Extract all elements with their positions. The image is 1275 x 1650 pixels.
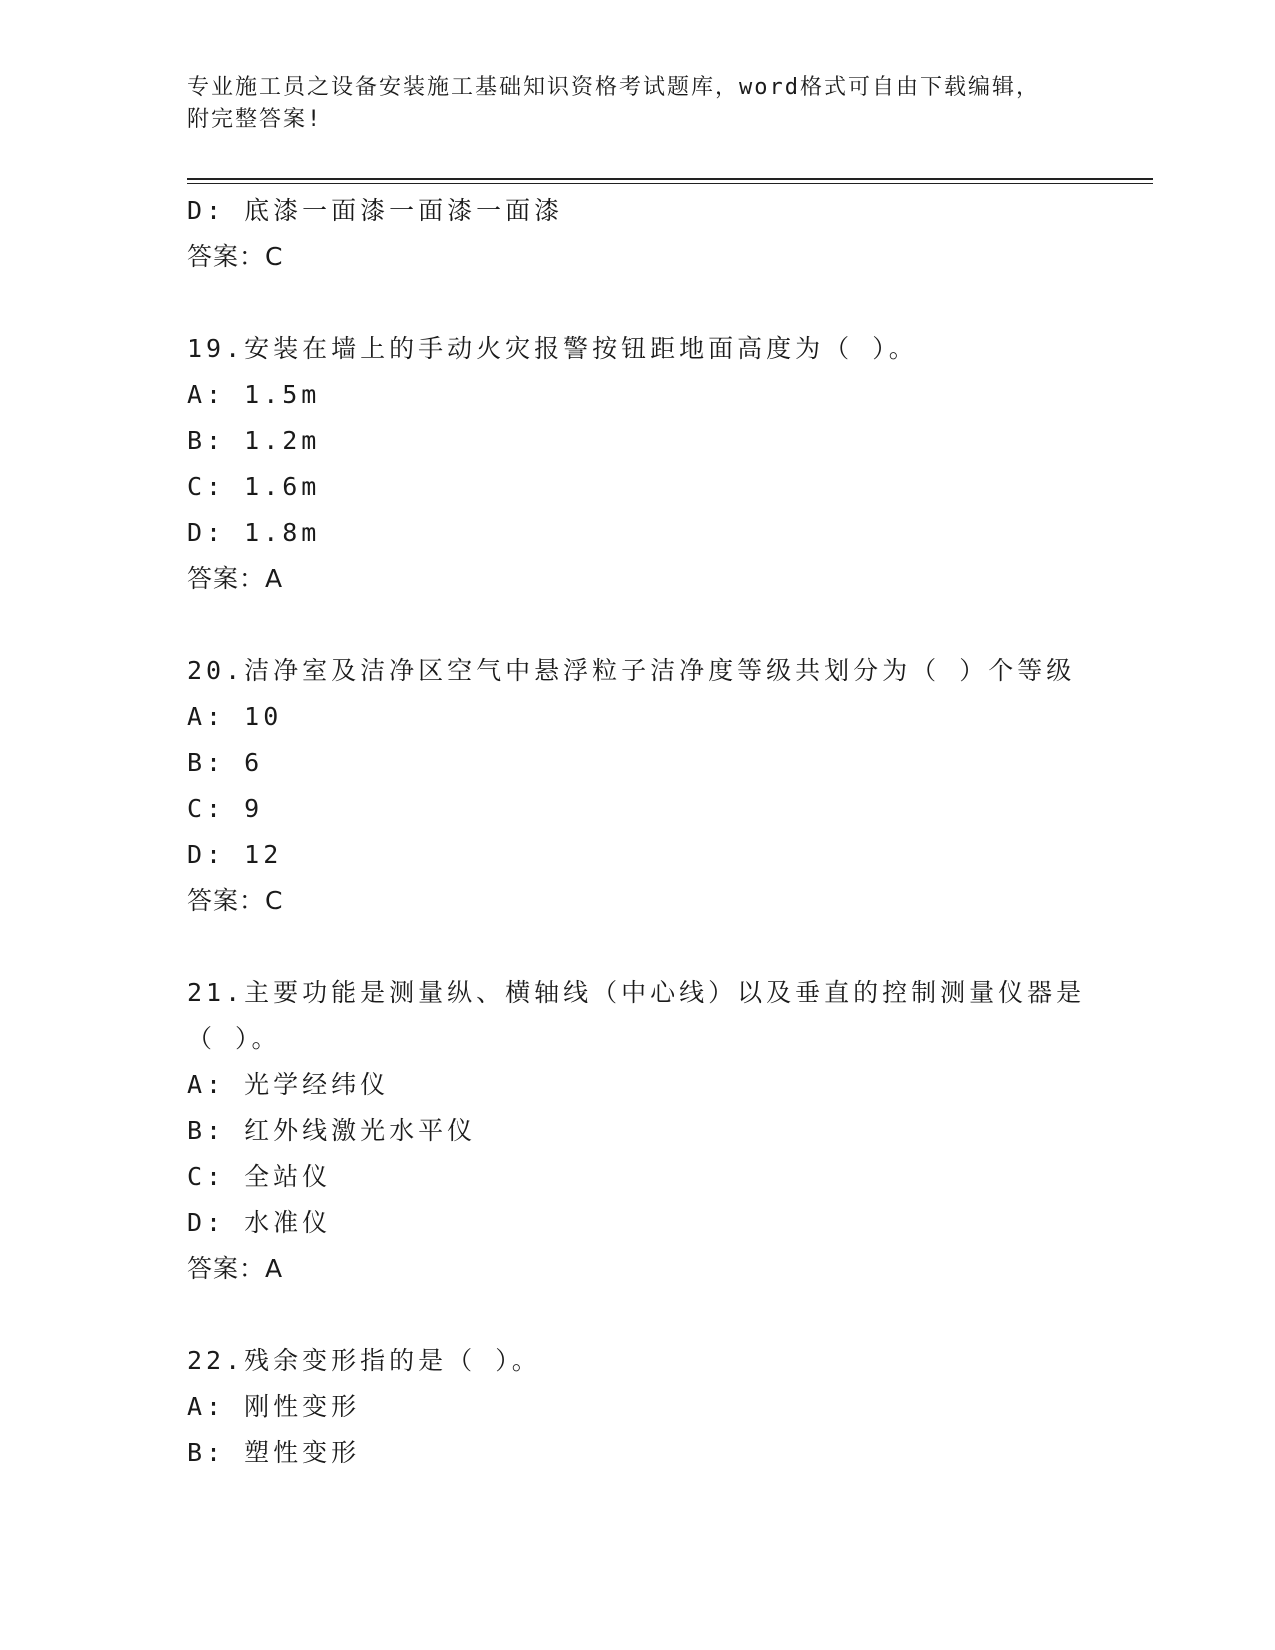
question-stem: 19.安装在墙上的手动火灾报警按钮距地面高度为（ ）。 xyxy=(187,334,918,363)
question-item xyxy=(187,1338,1107,1476)
question-spacer xyxy=(187,1292,1107,1338)
option-b: B: 塑性变形 xyxy=(187,1438,361,1467)
option-b: B: 6 xyxy=(187,748,264,777)
option-b: B: 红外线激光水平仪 xyxy=(187,1116,477,1145)
question-stem: 20.洁净室及洁净区空气中悬浮粒子洁净度等级共划分为（ ）个等级 xyxy=(187,656,1076,685)
option-c: C: 1.6m xyxy=(187,472,321,501)
option-a: A: 1.5m xyxy=(187,380,321,409)
answer-label: 答案：C xyxy=(187,886,284,915)
option-a: A: 光学经纬仪 xyxy=(187,1070,390,1099)
option-d: D: 1.8m xyxy=(187,518,321,547)
option-c: C: 9 xyxy=(187,794,264,823)
answer-label: 答案：C xyxy=(187,242,284,271)
question-item xyxy=(187,326,1107,602)
question-spacer xyxy=(187,924,1107,970)
header-divider-thick xyxy=(187,178,1153,180)
question-list xyxy=(187,188,1107,1476)
question-stem-line-1: 21.主要功能是测量纵、横轴线（中心线）以及垂直的控制测量仪器是 xyxy=(187,978,1086,1007)
question-stem: 22.残余变形指的是（ ）。 xyxy=(187,1346,541,1375)
document-header xyxy=(187,72,1087,136)
header-title-line-2: 附完整答案! xyxy=(187,107,323,132)
option-d: D: 底漆一面漆一面漆一面漆 xyxy=(187,196,564,225)
answer-label: 答案：A xyxy=(187,564,284,593)
question-spacer xyxy=(187,602,1107,648)
question-stem-line-2: （ ）。 xyxy=(187,1024,281,1053)
option-d: D: 12 xyxy=(187,840,283,869)
header-title-line-1: 专业施工员之设备安装施工基础知识资格考试题库，word格式可自由下载编辑， xyxy=(187,75,1040,100)
option-d: D: 水准仪 xyxy=(187,1208,332,1237)
header-divider-thin xyxy=(187,183,1153,184)
question-spacer xyxy=(187,280,1107,326)
question-item xyxy=(187,648,1107,924)
question-item xyxy=(187,970,1107,1292)
option-c: C: 全站仪 xyxy=(187,1162,332,1191)
option-a: A: 10 xyxy=(187,702,283,731)
option-b: B: 1.2m xyxy=(187,426,321,455)
answer-label: 答案：A xyxy=(187,1254,284,1283)
option-a: A: 刚性变形 xyxy=(187,1392,361,1421)
